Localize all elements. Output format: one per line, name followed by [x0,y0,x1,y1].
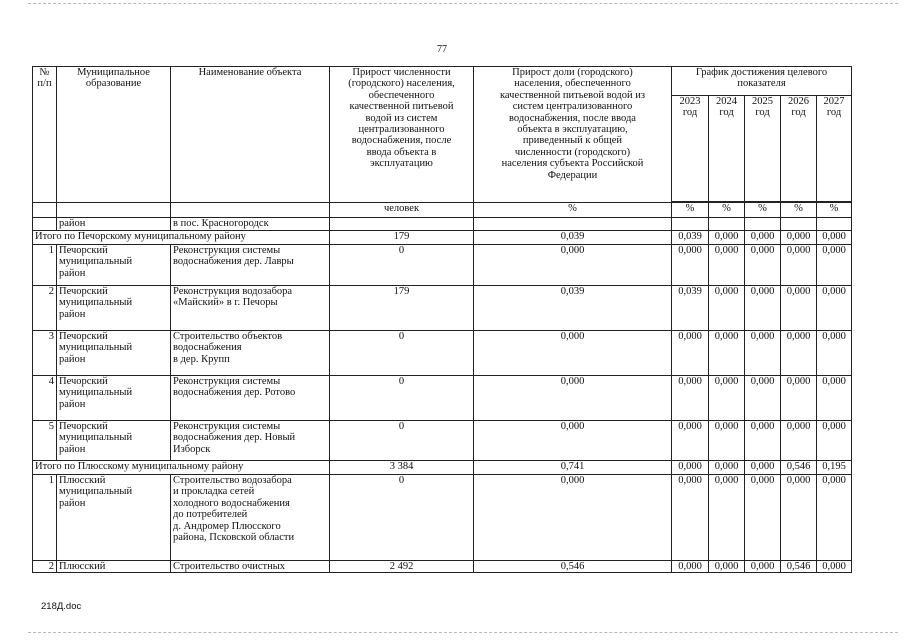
header-year-2026: 2026 год [781,96,817,202]
row-year: 0,000 [672,331,709,376]
row-year: 0,000 [709,376,745,421]
row-count: 179 [330,286,474,331]
header-year-2027: 2027 год [817,96,852,202]
row-year: 0,000 [745,331,781,376]
row-year: 0,000 [817,561,852,573]
row-object: Реконструкция системы водоснабжения дер. Новый Изборск [171,421,330,461]
row-share: 0,000 [474,475,672,561]
total-row-plyussa [33,461,852,475]
total-year: 0,195 [817,461,852,475]
row-num: 5 [33,421,57,461]
row-year: 0,000 [709,245,745,286]
row-year: 0,000 [745,376,781,421]
row-year: 0,039 [672,286,709,331]
continuation-object: в пос. Красногородск [171,218,330,231]
header-year-2025: 2025 год [745,96,781,202]
unit-year: % [745,203,781,218]
row-share: 0,039 [474,286,672,331]
row-count: 0 [330,421,474,461]
row-year: 0,000 [745,561,781,573]
table-row [33,561,852,573]
row-year: 0,000 [745,245,781,286]
row-year: 0,000 [709,561,745,573]
unit-share: % [474,203,672,218]
row-year: 0,000 [672,475,709,561]
scan-edge-top [28,3,898,4]
total-count: 3 384 [330,461,474,475]
row-share: 0,000 [474,331,672,376]
row-year: 0,000 [781,475,817,561]
row-share: 0,546 [474,561,672,573]
row-year: 0,000 [817,286,852,331]
table-row [33,475,852,561]
total-row-pechory [33,231,852,245]
row-share: 0,000 [474,245,672,286]
row-object: Реконструкция системы водоснабжения дер. Ротово [171,376,330,421]
row-municipality: Печорский муниципальный район [57,421,171,461]
row-object: Строительство очистных [171,561,330,573]
row-year: 0,000 [781,421,817,461]
row-municipality: Печорский муниципальный район [57,331,171,376]
row-year: 0,000 [817,421,852,461]
header-municipality: Муниципальное образование [57,67,171,203]
row-year: 0,000 [781,286,817,331]
row-year: 0,000 [672,421,709,461]
total-year: 0,000 [745,231,781,245]
footer-filename: 218Д.doc [41,601,82,612]
row-municipality: Печорский муниципальный район [57,245,171,286]
row-share: 0,000 [474,376,672,421]
row-year: 0,000 [817,376,852,421]
header-growth-count: Прирост численности (городского) населения, обеспеченного качественной питьевой водой из систем централизованного водоснабжения, после ввода объекта в эксплуатацию [330,67,474,203]
total-year: 0,546 [781,461,817,475]
row-year: 0,000 [709,286,745,331]
row-year: 0,000 [781,245,817,286]
row-year: 0,000 [781,376,817,421]
row-num: 4 [33,376,57,421]
header-num: № п/п [33,67,57,203]
total-year: 0,000 [672,461,709,475]
row-object: Реконструкция водозабора «Майский» в г. Печоры [171,286,330,331]
unit-year: % [817,203,852,218]
total-year: 0,000 [709,231,745,245]
row-year: 0,000 [672,245,709,286]
row-year: 0,546 [781,561,817,573]
row-year: 0,000 [672,561,709,573]
row-count: 0 [330,475,474,561]
row-count: 0 [330,245,474,286]
total-year: 0,000 [781,231,817,245]
total-share: 0,039 [474,231,672,245]
total-label: Итого по Печорскому муниципальному району [33,231,330,245]
table-row [33,286,852,331]
row-num: 3 [33,331,57,376]
row-year: 0,000 [817,245,852,286]
continuation-municipality: район [57,218,171,231]
row-year: 0,000 [745,421,781,461]
unit-count: человек [330,203,474,218]
total-year: 0,000 [817,231,852,245]
row-count: 0 [330,376,474,421]
row-object: Строительство объектов водоснабжения в дер. Крупп [171,331,330,376]
row-num: 1 [33,475,57,561]
unit-year: % [781,203,817,218]
table-row [33,245,852,286]
header-year-2023: 2023 год [672,96,709,202]
header-schedule: График достижения целевого показателя [672,67,852,96]
row-year: 0,000 [781,331,817,376]
units-row [33,203,852,218]
row-year: 0,000 [709,475,745,561]
row-year: 0,000 [817,475,852,561]
row-object: Строительство водозабора и прокладка сетей холодного водоснабжения до потребителей д. Андромер Плюсского района, Псковской области [171,475,330,561]
row-year: 0,000 [745,475,781,561]
scan-edge-bottom [28,632,898,633]
row-count: 2 492 [330,561,474,573]
table-row [33,331,852,376]
row-year: 0,000 [709,331,745,376]
page-number: 77 [437,44,447,55]
total-label: Итого по Плюсскому муниципальному району [33,461,330,475]
total-year: 0,039 [672,231,709,245]
row-num: 2 [33,561,57,573]
continuation-row [33,218,852,231]
unit-year: % [709,203,745,218]
row-num: 2 [33,286,57,331]
header-growth-share: Прирост доли (городского) населения, обеспеченного качественной питьевой водой из систем централизованного водоснабжения, после ввода объекта в эксплуатацию, приведенный к общей численности (городского) населения субъекта Российской Федерации [474,67,672,203]
row-count: 0 [330,331,474,376]
row-year: 0,000 [745,286,781,331]
row-year: 0,000 [672,376,709,421]
total-year: 0,000 [745,461,781,475]
row-share: 0,000 [474,421,672,461]
unit-year: % [672,203,709,218]
row-municipality: Печорский муниципальный район [57,376,171,421]
row-municipality: Печорский муниципальный район [57,286,171,331]
header-row [33,67,852,96]
total-share: 0,741 [474,461,672,475]
target-indicator-table [32,66,852,573]
row-year: 0,000 [817,331,852,376]
table-row [33,421,852,461]
table-row [33,376,852,421]
total-count: 179 [330,231,474,245]
row-year: 0,000 [709,421,745,461]
row-num: 1 [33,245,57,286]
header-year-2024: 2024 год [709,96,745,202]
row-municipality: Плюсский [57,561,171,573]
row-municipality: Плюсский муниципальный район [57,475,171,561]
row-object: Реконструкция системы водоснабжения дер. Лавры [171,245,330,286]
total-year: 0,000 [709,461,745,475]
header-object: Наименование объекта [171,67,330,203]
